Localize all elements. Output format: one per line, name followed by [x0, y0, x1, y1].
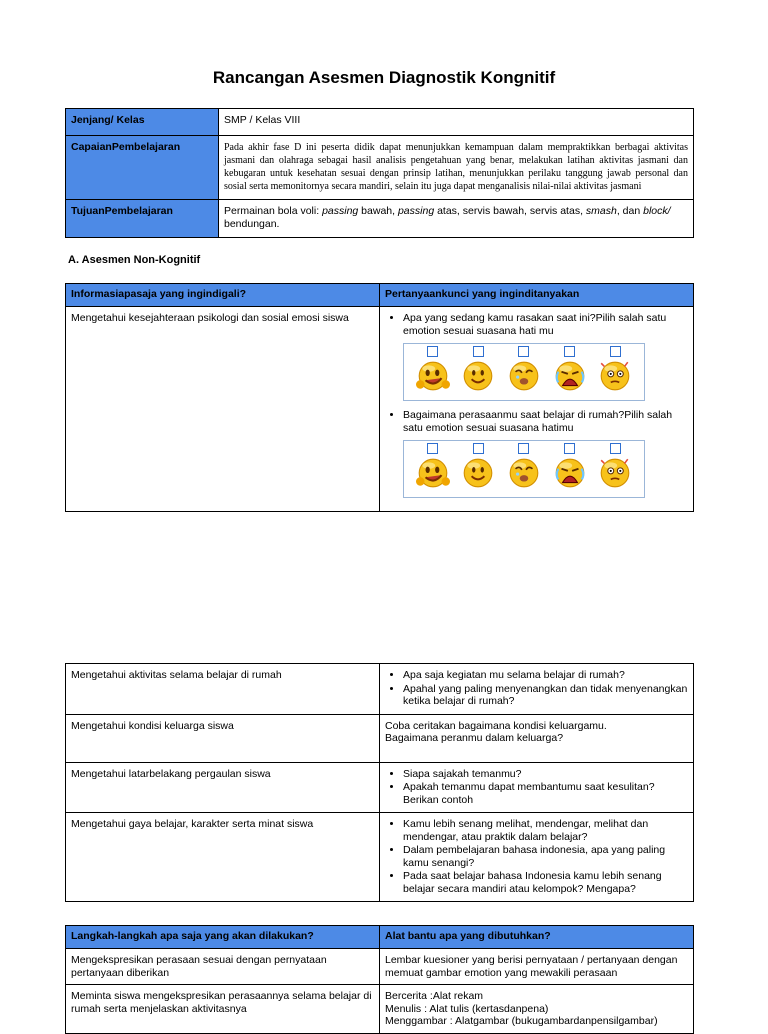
worried-face-icon [502, 359, 546, 397]
capaian-value: Pada akhir fase D ini peserta didik dapat menunjukkan kemampuan dalam mempraktikkan berbagai aktivitas jasmani dan olahraga sebagai hasil analisis pengetahuan yang benar, melakukan latihan aktivitas jasmani dan kebugaran untuk kesehatan sesuai dengan prinsip latihan, menunjukkan perilaku tanggung jawab personal dan sosial serta memonitornya secara mandiri, selain itu juga dapat menganalisis nilai-nilai aktivitas jasmani [219, 136, 694, 200]
question-1: • Apa yang sedang kamu rasakan saat ini?Pilih salah satu emotion sesuai suasana hati mu [403, 312, 688, 401]
row-keluarga-left: Mengetahui kondisi keluarga siswa [66, 714, 380, 762]
non-kognitif-table [65, 283, 694, 512]
tujuan-value: Permainan bola voli: passing bawah, passing atas, servis bawah, servis atas, smash, dan block/ bendungan. [219, 200, 694, 238]
row-mengekspresikan-right: Lembar kuesioner yang berisi pernyataan / pertanyaan dengan memuat gambar emotion yang mewakili perasaan [380, 949, 694, 985]
checkbox-icon[interactable] [564, 443, 575, 454]
question-2: • Bagaimana perasaanmu saat belajar di rumah?Pilih salah satu emotion sesuai suasana hatimu [403, 409, 688, 498]
header-pertanyaan: Pertanyaankunci yang inginditanyakan [380, 284, 694, 307]
row-mengekspresikan-left: Mengekspresikan perasaan sesuai dengan pernyataan pertanyaan diberikan [66, 949, 380, 985]
jenjang-label: Jenjang/ Kelas [66, 109, 219, 136]
row-kesejahteraan-left: Mengetahui kesejahteraan psikologi dan sosial emosi siswa [66, 307, 380, 512]
row-meminta-left: Meminta siswa mengekspresikan perasaannya selama belajar di rumah serta menjelaskan aktivitasnya [66, 985, 380, 1034]
header-informasi: Informasiapasaja yang ingindigali? [66, 284, 380, 307]
crying-face-icon [548, 359, 592, 397]
capaian-label: CapaianPembelajaran [66, 136, 219, 200]
list-item: • Kamu lebih senang melihat, mendengar, melihat dan mendengar, atau praktik dalam belajar? [403, 818, 688, 843]
row-keluarga-right: Coba ceritakan bagaimana kondisi keluargamu. Bagaimana peranmu dalam keluarga? [380, 714, 694, 762]
checkbox-icon[interactable] [564, 346, 575, 357]
emotion-picker-2 [403, 440, 645, 498]
row-gaya-belajar-left: Mengetahui gaya belajar, karakter serta minat siswa [66, 813, 380, 902]
worried-face-icon [502, 456, 546, 494]
confused-face-icon [593, 359, 637, 397]
list-item: • Siapa sajakah temanmu? [403, 768, 688, 781]
checkbox-icon[interactable] [610, 346, 621, 357]
emotion-option [411, 441, 455, 494]
jenjang-value: SMP / Kelas VIII [219, 109, 694, 136]
langkah-table [65, 925, 694, 1034]
checkbox-icon[interactable] [518, 443, 529, 454]
page-title: Rancangan Asesmen Diagnostik Kongnitif [212, 68, 556, 87]
emotion-option [593, 441, 637, 494]
tujuan-label: TujuanPembelajaran [66, 200, 219, 238]
list-item: • Dalam pembelajaran bahasa indonesia, apa yang paling kamu senangi? [403, 844, 688, 869]
emotion-option [502, 441, 546, 494]
emotion-option [502, 344, 546, 397]
emotion-picker-1 [403, 343, 645, 401]
list-item: • Apakah temanmu dapat membantumu saat kesulitan? Berikan contoh [403, 781, 688, 806]
checkbox-icon[interactable] [473, 346, 484, 357]
checkbox-icon[interactable] [427, 346, 438, 357]
header-langkah: Langkah-langkah apa saja yang akan dilakukan? [66, 926, 380, 949]
list-item: • Apa saja kegiatan mu selama belajar di rumah? [403, 669, 688, 682]
emotion-option [456, 441, 500, 494]
list-item: • Pada saat belajar bahasa Indonesia kamu lebih senang belajar secara mandiri atau kelompok? Mengapa? [403, 870, 688, 895]
checkbox-icon[interactable] [610, 443, 621, 454]
row-pergaulan-right [380, 762, 694, 813]
emotion-option [593, 344, 637, 397]
checkbox-icon[interactable] [473, 443, 484, 454]
checkbox-icon[interactable] [427, 443, 438, 454]
row-kesejahteraan-right [380, 307, 694, 512]
row-aktivitas-right [380, 664, 694, 715]
list-item: • Apahal yang paling menyenangkan dan tidak menyenangkan ketika belajar di rumah? [403, 683, 688, 708]
smirking-face-icon [411, 359, 455, 397]
row-meminta-right: Bercerita :Alat rekam Menulis : Alat tulis (kertasdanpena) Menggambar : Alatgambar (bukugambardanpensilgambar) [380, 985, 694, 1034]
row-gaya-belajar-right [380, 813, 694, 902]
checkbox-icon[interactable] [518, 346, 529, 357]
smiling-face-icon [456, 359, 500, 397]
emotion-option [548, 344, 592, 397]
row-pergaulan-left: Mengetahui latarbelakang pergaulan siswa [66, 762, 380, 813]
continuation-table [65, 663, 694, 902]
emotion-option [548, 441, 592, 494]
confused-face-icon [593, 456, 637, 494]
crying-face-icon [548, 456, 592, 494]
smirking-face-icon [411, 456, 455, 494]
info-table [65, 108, 694, 238]
row-aktivitas-left: Mengetahui aktivitas selama belajar di rumah [66, 664, 380, 715]
emotion-option [456, 344, 500, 397]
header-alat-bantu: Alat bantu apa yang dibutuhkan? [380, 926, 694, 949]
section-a-heading: A. Asesmen Non-Kognitif [68, 254, 201, 266]
emotion-option [411, 344, 455, 397]
smiling-face-icon [456, 456, 500, 494]
